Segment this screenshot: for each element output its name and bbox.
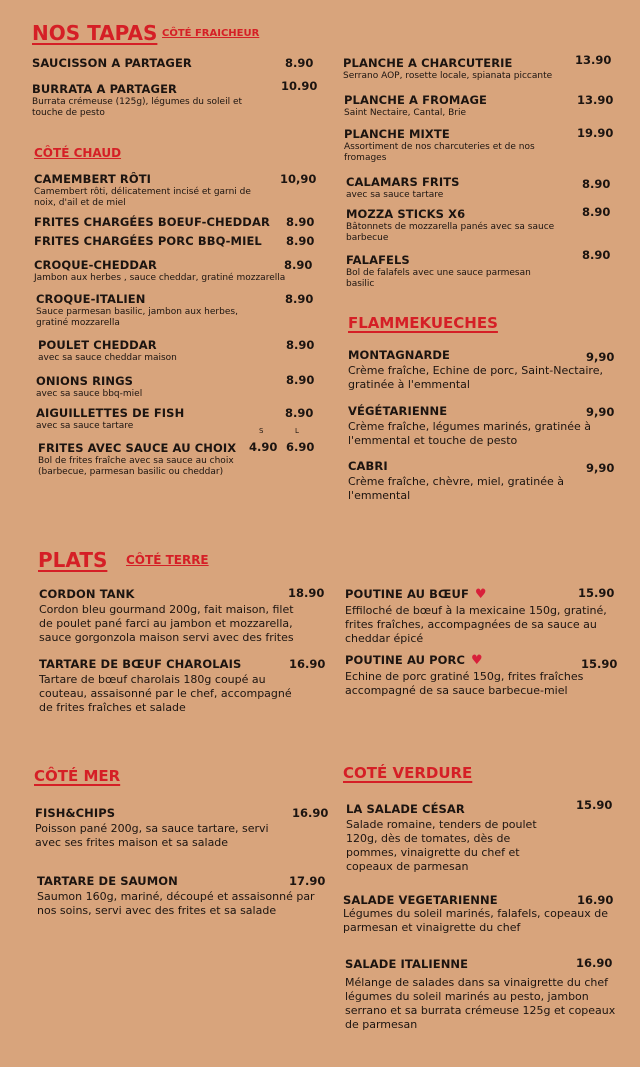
menu-item (38, 338, 268, 364)
item-desc: Mélange de salades dans sa vinaigrette du chef légumes du soleil marinés au pesto, jambon serrano et sa burrata crémeuse 125g et copeaux de parmesan (345, 976, 616, 1031)
item-desc: Jambon aux herbes , sauce cheddar, gratiné mozzarella (34, 273, 286, 283)
item-name: FRITES AVEC SAUCE AU CHOIX (38, 441, 237, 455)
item-price: 8.90 (284, 258, 313, 272)
menu-item (346, 253, 556, 290)
item-desc: Crème fraîche, légumes marinés, gratinée à l'emmental et touche de pesto (348, 420, 592, 447)
item-desc: Tartare de bœuf charolais 180g coupé au couteau, assaisonné par le chef, accompagné de frites fraîches et salade (39, 673, 292, 714)
item-name: SALADE ITALIENNE (345, 957, 469, 971)
item-desc: avec sa sauce cheddar maison (38, 353, 177, 363)
item-name: POUTINE AU BŒUF (345, 587, 469, 601)
menu-item (344, 93, 574, 119)
item-name: LA SALADE CÉSAR (346, 802, 465, 816)
item-price: 8.90 (286, 338, 315, 352)
menu-item (348, 404, 603, 448)
item-desc: Assortiment de nos charcuteries et de nos fromages (344, 142, 535, 163)
item-desc: Burrata crémeuse (125g), légumes du soleil et touche de pesto (32, 97, 243, 118)
item-price: 10.90 (281, 79, 318, 93)
item-price: 9,90 (586, 350, 615, 364)
item-desc: Bâtonnets de mozzarella panés avec sa sauce barbecue (346, 222, 555, 243)
item-price: 17.90 (289, 874, 326, 888)
mer-title: CÔTÉ MER (34, 767, 121, 785)
item-name: PLANCHE A CHARCUTERIE (343, 56, 513, 70)
menu-item (34, 215, 270, 229)
menu-item (348, 459, 573, 503)
menu-item (36, 406, 256, 432)
item-name: BURRATA A PARTAGER (32, 82, 177, 96)
item-price: 15.90 (581, 657, 618, 671)
item-price: 8.90 (286, 234, 315, 248)
menu-item (35, 806, 290, 850)
item-price: 19.90 (577, 126, 614, 140)
item-price: 8.90 (582, 205, 611, 219)
menu-item (38, 441, 263, 478)
menu-item (346, 802, 546, 874)
item-price: 15.90 (578, 586, 615, 600)
item-price: 9,90 (586, 405, 615, 419)
item-desc: Bol de falafels avec une sauce parmesan basilic (346, 268, 531, 289)
item-price: 16.90 (577, 893, 614, 907)
item-desc: avec sa sauce tartare (36, 421, 134, 431)
item-name: MOZZA STICKS X6 (346, 207, 466, 221)
menu-item (344, 127, 559, 164)
menu-item (345, 587, 615, 646)
item-desc: Salade romaine, tenders de poulet 120g, dès de tomates, dès de pommes, vinaigrette du chef et copeaux de parmesan (346, 818, 537, 873)
item-name: POULET CHEDDAR (38, 338, 157, 352)
item-name: CABRI (348, 459, 388, 473)
item-name: POUTINE AU PORC (345, 653, 466, 667)
item-desc: Serrano AOP, rosette locale, spianata piccante (343, 71, 553, 81)
menu-item (37, 874, 317, 918)
tapas-subtitle: CÔTÉ FRAICHEUR (162, 28, 260, 39)
item-name: CORDON TANK (39, 587, 135, 601)
item-price: 8.90 (286, 215, 315, 229)
item-desc: Effiloché de bœuf à la mexicaine 150g, gratiné, frites fraîches, accompagnées de sa sauce au cheddar épicé (345, 604, 607, 645)
item-price: 16.90 (292, 806, 329, 820)
menu-item (348, 348, 613, 392)
item-price: 10,90 (280, 172, 317, 186)
menu-item (34, 234, 262, 248)
menu-item (32, 56, 262, 70)
item-name: CROQUE-CHEDDAR (34, 258, 157, 272)
item-desc: Saumon 160g, mariné, découpé et assaisonné par nos soins, servi avec des frites et sa salade (37, 890, 315, 917)
menu-item (345, 653, 605, 698)
item-name: PLANCHE MIXTE (344, 127, 450, 141)
size-label-large: L (295, 427, 299, 435)
item-name: CALAMARS FRITS (346, 175, 460, 189)
item-price: 8.90 (285, 406, 314, 420)
item-name: TARTARE DE BŒUF CHAROLAIS (39, 657, 242, 671)
item-name: MONTAGNARDE (348, 348, 451, 362)
item-name: FALAFELS (346, 253, 410, 267)
menu-item (346, 175, 566, 201)
item-name: FISH&CHIPS (35, 806, 116, 820)
item-price: 18.90 (288, 586, 325, 600)
menu-item (39, 587, 307, 645)
item-name: AIGUILLETTES DE FISH (36, 406, 185, 420)
item-price: 8.90 (582, 177, 611, 191)
menu-item (36, 292, 256, 329)
item-desc: Sauce parmesan basilic, jambon aux herbes, gratiné mozzarella (36, 307, 238, 328)
item-price: 8.90 (286, 373, 315, 387)
item-price: 16.90 (289, 657, 326, 671)
item-price: 8.90 (285, 292, 314, 306)
item-price: 13.90 (577, 93, 614, 107)
heart-icon: ♥ (474, 587, 487, 602)
item-price: 13.90 (575, 53, 612, 67)
menu-item (34, 258, 304, 284)
item-name: FRITES CHARGÉES PORC BBQ-MIEL (34, 234, 262, 248)
menu-item (346, 207, 576, 244)
item-price-small: 4.90 (249, 440, 278, 454)
item-price: 9,90 (586, 461, 615, 475)
item-price: 16.90 (576, 956, 613, 970)
item-name: VÉGÉTARIENNE (348, 404, 448, 418)
item-desc: Bol de frites fraîche avec sa sauce au choix (barbecue, parmesan basilic ou cheddar) (38, 456, 234, 477)
item-name: TARTARE DE SAUMON (37, 874, 178, 888)
menu-item (32, 82, 262, 119)
chaud-title: CÔTÉ CHAUD (34, 146, 122, 160)
plats-subtitle: CÔTÉ TERRE (126, 553, 209, 567)
item-desc: Crème fraîche, Echine de porc, Saint-Nectaire, gratinée à l'emmental (348, 364, 603, 391)
item-desc: Poisson pané 200g, sa sauce tartare, servi avec ses frites maison et sa salade (35, 822, 269, 849)
item-desc: Légumes du soleil marinés, falafels, copeaux de parmesan et vinaigrette du chef (343, 907, 609, 934)
item-desc: Saint Nectaire, Cantal, Brie (344, 108, 467, 118)
plats-title: PLATS (38, 548, 108, 572)
item-name: ONIONS RINGS (36, 374, 134, 388)
item-name: PLANCHE A FROMAGE (344, 93, 487, 107)
item-name: CAMEMBERT RÔTI (34, 172, 152, 186)
item-price: 15.90 (576, 798, 613, 812)
item-name: CROQUE-ITALIEN (36, 292, 146, 306)
heart-icon: ♥ (471, 653, 483, 668)
item-desc: Echine de porc gratiné 150g, frites fraîches accompagné de sa sauce barbecue-miel (345, 670, 584, 697)
item-price: 8.90 (582, 248, 611, 262)
item-name: SAUCISSON A PARTAGER (32, 56, 192, 70)
size-label-small: S (259, 427, 264, 435)
flamm-title: FLAMMEKUECHES (348, 314, 498, 332)
menu-item (36, 374, 266, 400)
menu-item (34, 172, 264, 209)
verdure-title: COTÉ VERDURE (343, 764, 473, 782)
item-price-large: 6.90 (286, 440, 315, 454)
item-desc: Crème fraîche, chèvre, miel, gratinée à l'emmental (348, 475, 564, 502)
item-desc: Cordon bleu gourmand 200g, fait maison, filet de poulet pané farci au jambon et mozzarella, sauce gorgonzola maison servi avec des frites (39, 603, 294, 644)
menu-item (343, 56, 578, 82)
menu-item (39, 657, 304, 715)
item-name: SALADE VEGETARIENNE (343, 893, 498, 907)
item-price: 8.90 (285, 56, 314, 70)
item-name: FRITES CHARGÉES BOEUF-CHEDDAR (34, 215, 270, 229)
item-desc: avec sa sauce tartare (346, 190, 444, 200)
item-desc: Camembert rôti, délicatement incisé et garni de noix, d'ail et de miel (34, 187, 251, 208)
item-desc: avec sa sauce bbq-miel (36, 389, 143, 399)
tapas-title: NOS TAPAS (32, 21, 158, 45)
